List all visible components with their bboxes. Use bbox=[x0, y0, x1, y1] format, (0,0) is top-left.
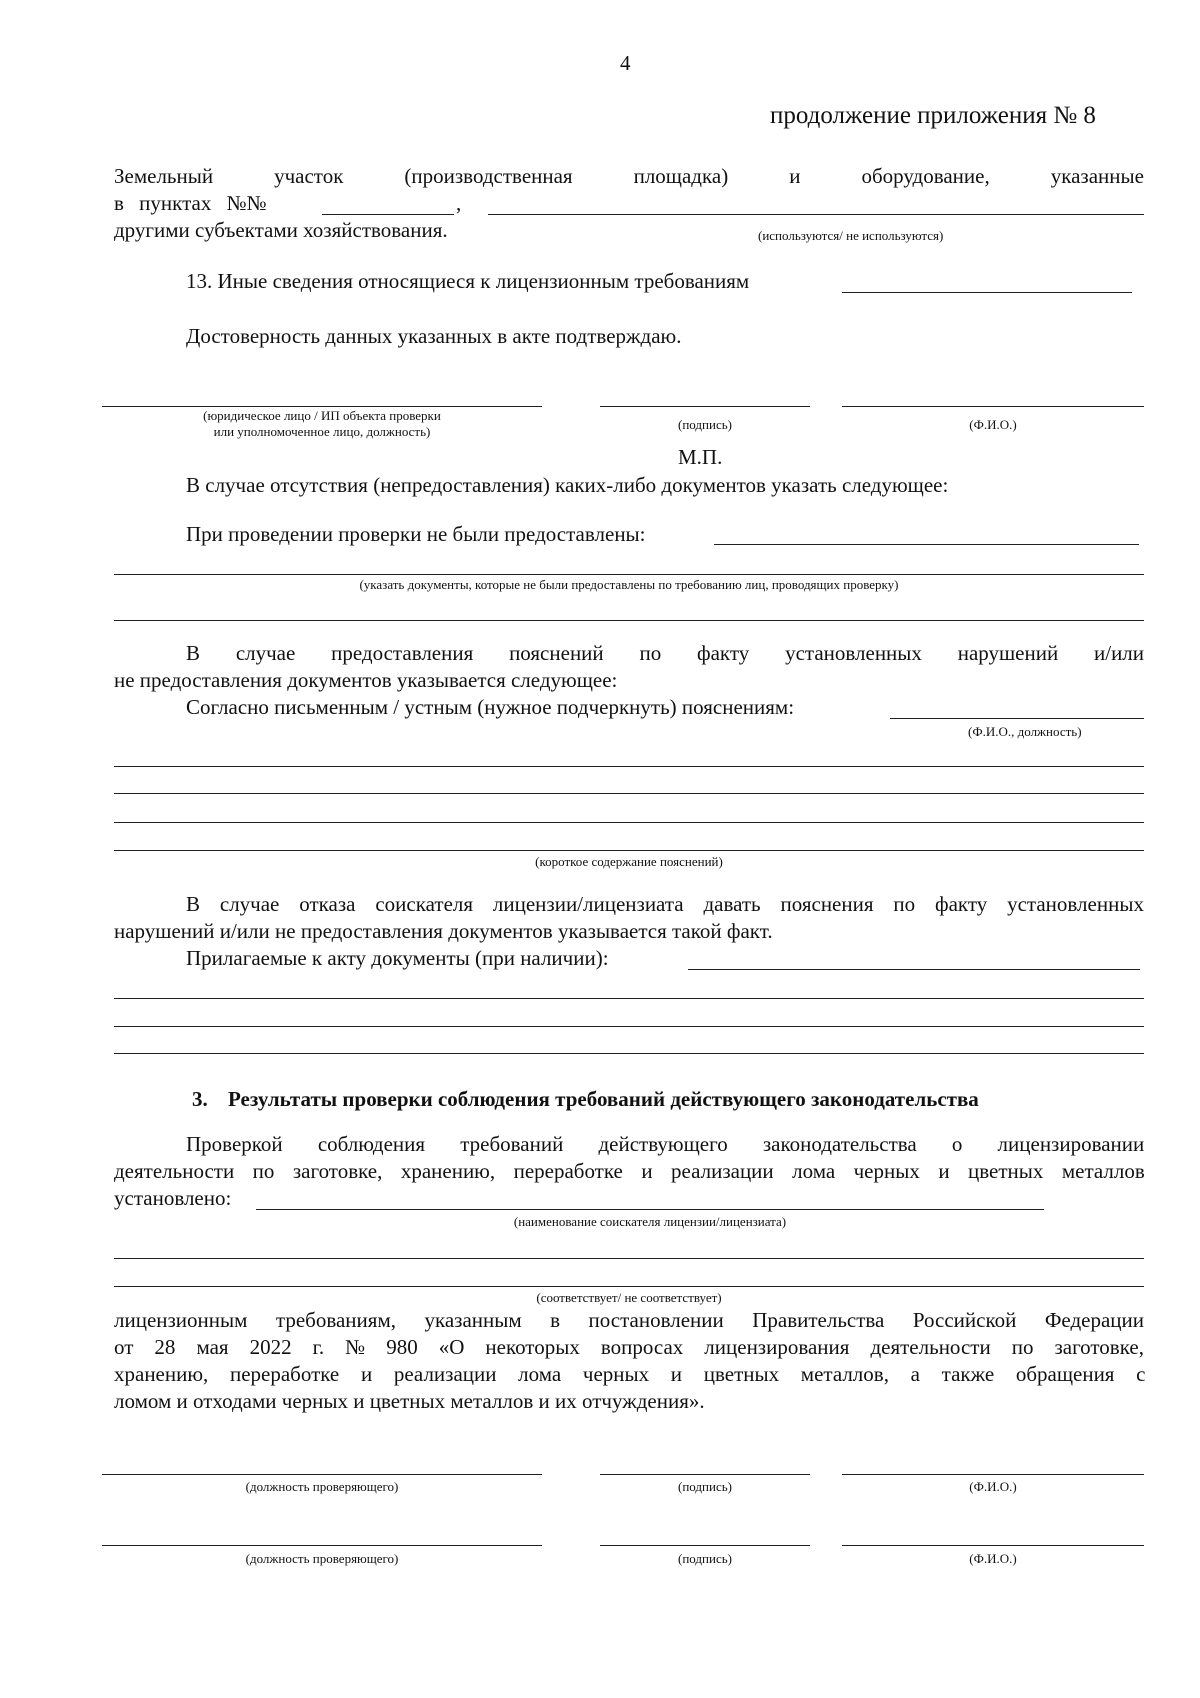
confirm-text: Достоверность данных указанных в акте подтверждаю. bbox=[186, 324, 682, 348]
not-provided-label: При проведении проверки не были предоставлены: bbox=[186, 522, 646, 546]
summary-hint: (короткое содержание пояснений) bbox=[535, 854, 723, 869]
s3-line-1 bbox=[186, 1131, 1144, 1157]
attached-line-2[interactable] bbox=[114, 1026, 1144, 1027]
fio-hint-1: (Ф.И.О.) bbox=[969, 417, 1017, 432]
s3-line-1-text: Проверкой соблюдения требований действующего законодательства о лицензировании bbox=[186, 1132, 1145, 1156]
explain-line-1 bbox=[186, 640, 1144, 666]
licensee-name-hint: (наименование соискателя лицензии/лицензиата) bbox=[513, 1214, 787, 1229]
inspector-2-signature-hint: (подпись) bbox=[678, 1551, 732, 1566]
stamp-label: М.П. bbox=[678, 445, 723, 469]
attached-label: Прилагаемые к акту документы (при наличии): bbox=[186, 946, 609, 970]
refusal-line-1 bbox=[186, 891, 1144, 917]
usage-hint: (используются/ не используются) bbox=[758, 228, 944, 243]
inspector-2-fio-hint: (Ф.И.О.) bbox=[969, 1551, 1017, 1566]
inspector-1-fio-hint: (Ф.И.О.) bbox=[969, 1479, 1017, 1494]
inspector-1-signature-hint: (подпись) bbox=[678, 1479, 732, 1494]
items-blank-line[interactable] bbox=[322, 214, 454, 215]
land-comma: , bbox=[456, 191, 462, 215]
entity-signature-line[interactable] bbox=[102, 406, 542, 407]
attached-line-1[interactable] bbox=[114, 998, 1144, 999]
refusal-line-2: нарушений и/или не предоставления документов указывается такой факт. bbox=[114, 919, 773, 943]
item-13-blank-line[interactable] bbox=[842, 292, 1132, 293]
inspector-2-position-line[interactable] bbox=[102, 1545, 542, 1546]
missing-docs-line-1[interactable] bbox=[114, 574, 1144, 575]
explain-summary-line-3[interactable] bbox=[114, 822, 1144, 823]
compliance-hint: (соответствует/ не соответствует) bbox=[536, 1290, 722, 1305]
explain-line-2: не предоставления документов указывается следующее: bbox=[114, 668, 618, 692]
s3-conclusion-2 bbox=[114, 1334, 1144, 1360]
refusal-line-1-text: В случае отказа соискателя лицензии/лицензиата давать пояснения по факту установленных bbox=[186, 892, 1144, 916]
s3-conclusion-1-text: лицензионным требованиям, указанным в постановлении Правительства Российской Федерации bbox=[114, 1308, 1144, 1332]
inspector-1-fio-line[interactable] bbox=[842, 1474, 1144, 1475]
explain-line-1-text: В случае предоставления пояснений по факту установленных нарушений и/или bbox=[186, 641, 1145, 665]
s3-line-2 bbox=[114, 1158, 1144, 1184]
page-number: 4 bbox=[620, 51, 631, 75]
missing-docs-hint: (указать документы, которые не были предоставлены по требованию лиц, проводящих проверку) bbox=[359, 577, 899, 592]
land-line-1-text: Земельный участок (производственная площадка) и оборудование, указанные bbox=[114, 164, 1144, 188]
land-line-3: другими субъектами хозяйствования. bbox=[114, 218, 448, 242]
not-provided-blank-line[interactable] bbox=[714, 544, 1139, 545]
s3-conclusion-1 bbox=[114, 1307, 1144, 1333]
attached-blank-line[interactable] bbox=[688, 969, 1140, 970]
s3-conclusion-3 bbox=[114, 1361, 1144, 1387]
land-line-1 bbox=[114, 163, 1144, 189]
entity-hint-2: или уполномоченное лицо, должность) bbox=[213, 424, 431, 439]
section-3-number: 3. bbox=[192, 1087, 208, 1111]
s3-line-3: установлено: bbox=[114, 1186, 232, 1210]
licensee-name-line[interactable] bbox=[114, 1258, 1144, 1259]
signature-hint-1: (подпись) bbox=[678, 417, 732, 432]
explain-summary-line-2[interactable] bbox=[114, 793, 1144, 794]
according-label: Согласно письменным / устным (нужное подчеркнуть) пояснениям: bbox=[186, 695, 795, 719]
explain-summary-line-1[interactable] bbox=[114, 766, 1144, 767]
explain-summary-line-4[interactable] bbox=[114, 850, 1144, 851]
usage-blank-line[interactable] bbox=[488, 214, 1144, 215]
item-13-text: 13. Иные сведения относящиеся к лицензионным требованиям bbox=[186, 269, 750, 293]
inspector-2-signature-line[interactable] bbox=[600, 1545, 810, 1546]
fio-position-hint: (Ф.И.О., должность) bbox=[968, 724, 1082, 739]
established-blank-line[interactable] bbox=[256, 1209, 1044, 1210]
compliance-line[interactable] bbox=[114, 1286, 1144, 1287]
appendix-caption: продолжение приложения № 8 bbox=[770, 102, 1096, 129]
inspector-1-position-line[interactable] bbox=[102, 1474, 542, 1475]
inspector-2-fio-line[interactable] bbox=[842, 1545, 1144, 1546]
missing-docs-line-2[interactable] bbox=[114, 620, 1144, 621]
inspector-1-position-hint: (должность проверяющего) bbox=[245, 1479, 399, 1494]
missing-intro: В случае отсутствия (непредоставления) каких-либо документов указать следующее: bbox=[186, 473, 949, 497]
s3-conclusion-4: ломом и отходами черных и цветных металлов и их отчуждения». bbox=[114, 1389, 705, 1413]
section-3-title: Результаты проверки соблюдения требований действующего законодательства bbox=[228, 1087, 979, 1111]
inspector-2-position-hint: (должность проверяющего) bbox=[245, 1551, 399, 1566]
inspector-1-signature-line[interactable] bbox=[600, 1474, 810, 1475]
according-blank-line[interactable] bbox=[890, 718, 1144, 719]
s3-conclusion-2-text: от 28 мая 2022 г. № 980 «О некоторых вопросах лицензирования деятельности по заготовке, bbox=[114, 1335, 1144, 1359]
s3-conclusion-3-text: хранению, переработке и реализации лома черных и цветных металлов, а также обращения с bbox=[114, 1362, 1146, 1386]
entity-hint-1: (юридическое лицо / ИП объекта проверки bbox=[203, 408, 441, 423]
s3-line-2-text: деятельности по заготовке, хранению, переработке и реализации лома черных и цветных металлов bbox=[114, 1159, 1145, 1183]
fio-line-1[interactable] bbox=[842, 406, 1144, 407]
attached-line-3[interactable] bbox=[114, 1053, 1144, 1054]
land-line-2-prefix: в пунктах №№ bbox=[114, 191, 267, 215]
signature-line-1[interactable] bbox=[600, 406, 810, 407]
